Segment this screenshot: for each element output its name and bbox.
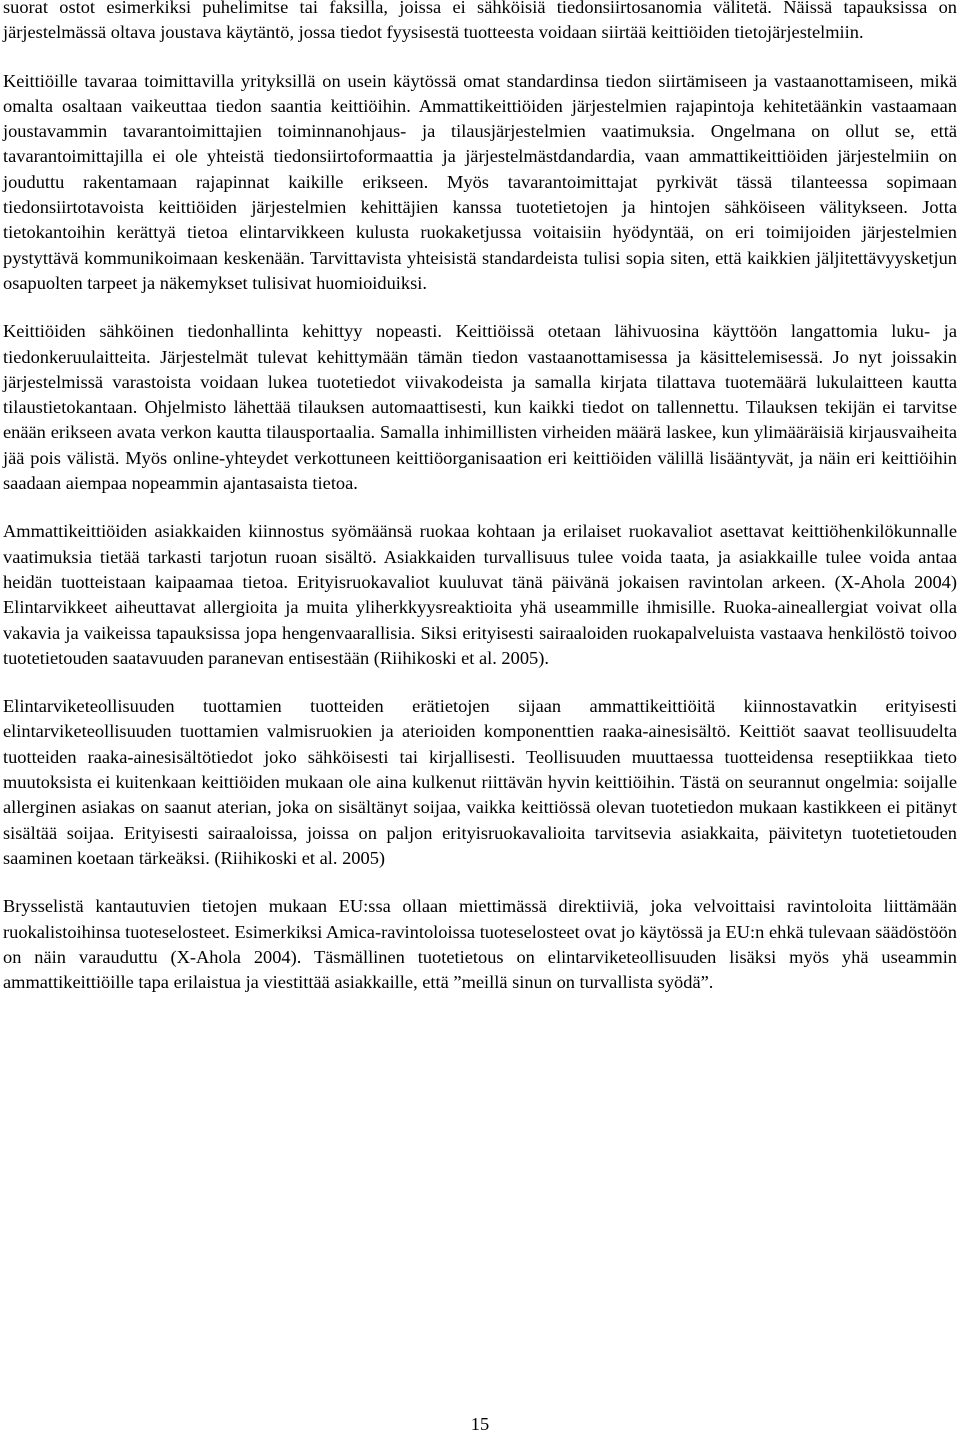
paragraph-6: Brysselistä kantautuvien tietojen mukaan EU:ssa ollaan miettimässä direktiiviä, joka velvoittaisi ravintoloita liittämään ruokalistoihinsa tuoteselosteet. Esimerkiksi Amica-ravintoloissa tuoteselosteet ovat jo käytössä ja EU:n ehkä tulevaan säädöstöön on näin varauduttu (X-Ahola 2004). Täsmällinen tuotetietous on elintarviketeollisuuden lisäksi myös yhä useammin ammattikeittiöille tapa erilaistua ja viestittää asiakkaille, että ”meillä sinun on turvallista syödä”. [3, 896, 957, 993]
page-number: 15 [470, 1414, 490, 1434]
document-page [3, 0, 957, 995]
paragraph-2: Keittiöille tavaraa toimittavilla yrityksillä on usein käytössä omat standardinsa tiedon siirtämiseen ja vastaanottamiseen, mikä omalta osaltaan vaikeuttaa tiedon saantia keittiöihin. Ammattikeittiöiden järjestelmien rajapintoja kehitetäänkin vastaamaan joustavammin tavarantoimittajien toiminnanohjaus- ja tilausjärjestelmien vaatimuksia. Ongelmana on ollut se, että tavarantoimittajilla ei ole yhteistä tiedonsiirtoformaattia ja järjestelmästdandardia, vaan ammattikeittiöiden järjestelmiin on jouduttu rakentamaan rajapinnat kaikille erikseen. Myös tavarantoimittajat pyrkivät tässä tilanteessa sopimaan tiedonsiirtotavoista keittiöiden järjestelmien kehittäjien kanssa tuotetietojen ja hintojen sähköiseen välitykseen. Jotta tietokantoihin kerättyä tietoa elintarvikkeen kulusta ruokaketjussa voitaisiin hyödyntää, on eri toimijoiden järjestelmien pystyttävä kommunikoimaan keskenään. Tarvittavista yhteisistä standardeista tulisi sopia siten, että kaikkien jäljitettävyysketjun osapuolten tarpeet ja näkemykset tulisivat huomioiduiksi. [3, 70, 957, 293]
paragraph-1: suorat ostot esimerkiksi puhelimitse tai faksilla, joissa ei sähköisiä tiedonsiirtosanomia välitetä. Näissä tapauksissa on järjestelmässä oltava joustava käytäntö, jossa tiedot fyysisestä tuotteesta voidaan siirtää keittiöiden tietojärjestelmiin. [3, 0, 957, 43]
paragraph-3: Keittiöiden sähköinen tiedonhallinta kehittyy nopeasti. Keittiöissä otetaan lähivuosina käyttöön langattomia luku- ja tiedonkeruulaitteita. Järjestelmät tulevat kehittymään tämän tiedon vastaanottamisessa ja käsittelemisessä. Jo nyt joissakin järjestelmissä varastoista voidaan lukea tuotetiedot viivakodeista ja samalla kirjata tilattava tuotemäärä lukulaitteen kautta tilaustietokantaan. Ohjelmisto lähettää tilauksen automaattisesti, kun kaikki tiedot on tallennettu. Tilauksen tekijän ei tarvitse enään erikseen avata verkon kautta tilausportaalia. Samalla inhimillisten virheiden määrä laskee, kun ylimääräisiä kirjausvaiheita jää pois välistä. Myös online-yhteydet verkottuneen keittiöorganisaation eri keittiöiden välillä lisääntyvät, ja näin eri keittiöihin saadaan aiempaa nopeammin ajantasaista tietoa. [3, 321, 957, 494]
paragraph-4: Ammattikeittiöiden asiakkaiden kiinnostus syömäänsä ruokaa kohtaan ja erilaiset ruokavaliot asettavat keittiöhenkilökunnalle vaatimuksia tietää tarkasti tarjotun ruoan sisältö. Asiakkaiden turvallisuus tulee voida taata, ja asiakkaille tulee voida antaa heidän tuotteistaan kaipaamaa tietoa. Erityisruokavaliot kuuluvat tänä päivänä jokaisen ravintolan arkeen. (X-Ahola 2004) Elintarvikkeet aiheuttavat allergioita ja muita yliherkkyysreaktioita yhä useammille ihmisille. Ruoka-aineallergiat voivat olla vakavia ja vaikeissa tapauksissa jopa hengenvaarallisia. Siksi erityisesti sairaaloiden ruokapalveluista vastaava henkilöstö toivoo tuotetietouden saatavuuden paranevan entisestään (Riihikoski et al. 2005). [3, 521, 957, 668]
paragraph-5: Elintarviketeollisuuden tuottamien tuotteiden erätietojen sijaan ammattikeittiöitä kiinnostavatkin erityisesti elintarviketeollisuuden tuottamien valmisruokien ja aterioiden komponenttien raaka-ainesisältö. Keittiöt saavat teollisuudelta tuotteiden raaka-ainesisältötiedot joko sähköisesti tai kirjallisesti. Teollisuuden muuttaessa tuotteidensa reseptiikkaa tieto muutoksista ei kuitenkaan keittiöiden mukaan ole aina kulkenut riittävän hyvin keittiöihin. Tästä on seurannut ongelmia: soijalle allerginen asiakas on saanut aterian, joka on sisältänyt soijaa, vaikka keittiössä olevan tuotetiedon mukaan kastikkeen ei pitänyt sisältää soijaa. Erityisesti sairaaloissa, joissa on paljon erityisruokavalioita tarvitsevia asiakkaita, päivitetyn tuotetietouden saaminen koetaan tärkeäksi. (Riihikoski et al. 2005) [3, 696, 957, 868]
